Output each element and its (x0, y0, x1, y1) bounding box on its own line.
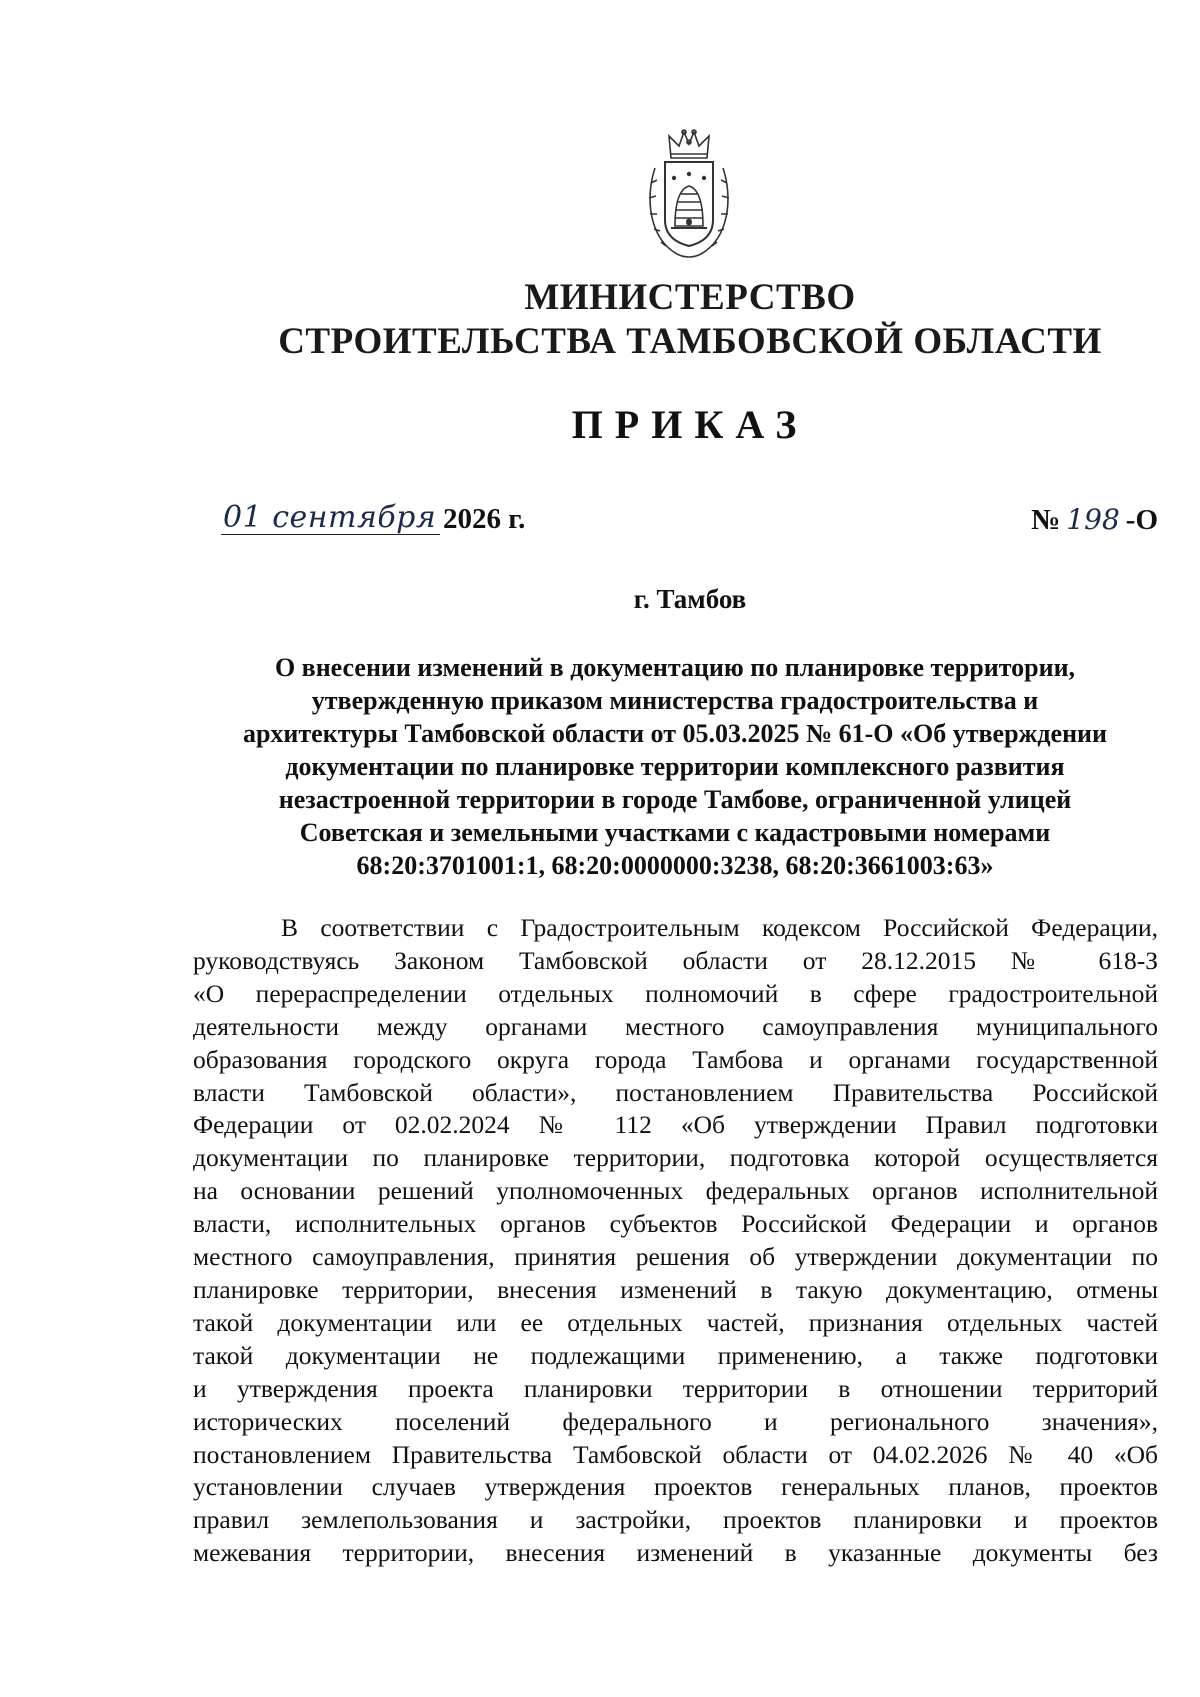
handwritten-number: 198 (1066, 503, 1120, 536)
body-line: Федерации от 02.02.2024 № 112 «Об утверждении Правил подготовки (193, 1110, 1158, 1140)
date-year: 2026 г. (443, 503, 526, 535)
body-line: и утверждения проекта планировки территории в отношении территорий (193, 1373, 1158, 1403)
body-line: власти, исполнительных органов субъектов Российской Федерации и органов (193, 1209, 1158, 1239)
ministry-name-line2: СТРОИТЕЛЬСТВА ТАМБОВСКОЙ ОБЛАСТИ (278, 321, 1102, 362)
body-line: правил землепользования и застройки, проектов планировки и проектов (193, 1505, 1158, 1535)
body-line: на основании решений уполномоченных федеральных органов исполнительной (193, 1176, 1158, 1206)
date-underline (221, 534, 440, 535)
title-line: незастроенной территории в городе Тамбове, ограниченной улицей (278, 785, 1072, 814)
body-line: исторических поселений федерального и регионального значения», (193, 1406, 1158, 1436)
body-line: постановлением Правительства Тамбовской области от 04.02.2026 № 40 «Об (193, 1439, 1158, 1469)
title-line: 68:20:3701001:1, 68:20:0000000:3238, 68:20:3661003:63» (356, 851, 994, 880)
title-line: О внесении изменений в документацию по планировке территории, (274, 653, 1076, 682)
title-line: утвержденную приказом министерства градостроительства и (311, 686, 1039, 715)
document-type: ПРИКАЗ (571, 402, 809, 447)
body-line: установлении случаев утверждения проектов генеральных планов, проектов (193, 1472, 1158, 1502)
handwritten-date: 01 сентября (223, 500, 437, 535)
body-line: руководствуясь Законом Тамбовской области от 28.12.2015 № 618-З (193, 945, 1158, 975)
body-paragraph (193, 912, 1158, 1570)
number-suffix: -О (1125, 504, 1158, 536)
body-line: власти Тамбовской области», постановлением Правительства Российской (193, 1077, 1158, 1107)
order-title (195, 651, 1155, 882)
body-line: деятельности между органами местного самоуправления муниципального (193, 1011, 1158, 1041)
tambov-coat-of-arms-icon (641, 128, 737, 262)
city: г. Тамбов (633, 584, 747, 614)
body-line: В соответствии с Градостроительным кодексом Российской Федерации, (281, 913, 1158, 942)
body-line: планировке территории, внесения изменений в такую документацию, отмены (193, 1274, 1158, 1304)
number-sign: № (1031, 504, 1061, 536)
body-line: такой документации не подлежащими применению, а также подготовки (193, 1340, 1158, 1370)
body-line: «О перераспределении отдельных полномочий в сфере градостроительной (193, 978, 1158, 1008)
body-line: образования городского округа города Тамбова и органами государственной (193, 1044, 1158, 1074)
body-line: межевания территории, внесения изменений в указанные документы без (193, 1538, 1158, 1568)
body-line: такой документации или ее отдельных частей, признания отдельных частей (193, 1307, 1158, 1337)
title-line: документации по планировке территории комплексного развития (285, 752, 1065, 781)
body-line: местного самоуправления, принятия решения об утверждении документации по (193, 1242, 1158, 1272)
body-line: документации по планировке территории, подготовка которой осуществляется (193, 1143, 1158, 1173)
order-number (1031, 503, 1158, 537)
title-line: архитектуры Тамбовской области от 05.03.2025 № 61-О «Об утверждении (242, 719, 1108, 748)
ministry-name-line1: МИНИСТЕРСТВО (524, 277, 856, 318)
title-line: Советская и земельными участками с кадастровыми номерами (299, 818, 1051, 847)
